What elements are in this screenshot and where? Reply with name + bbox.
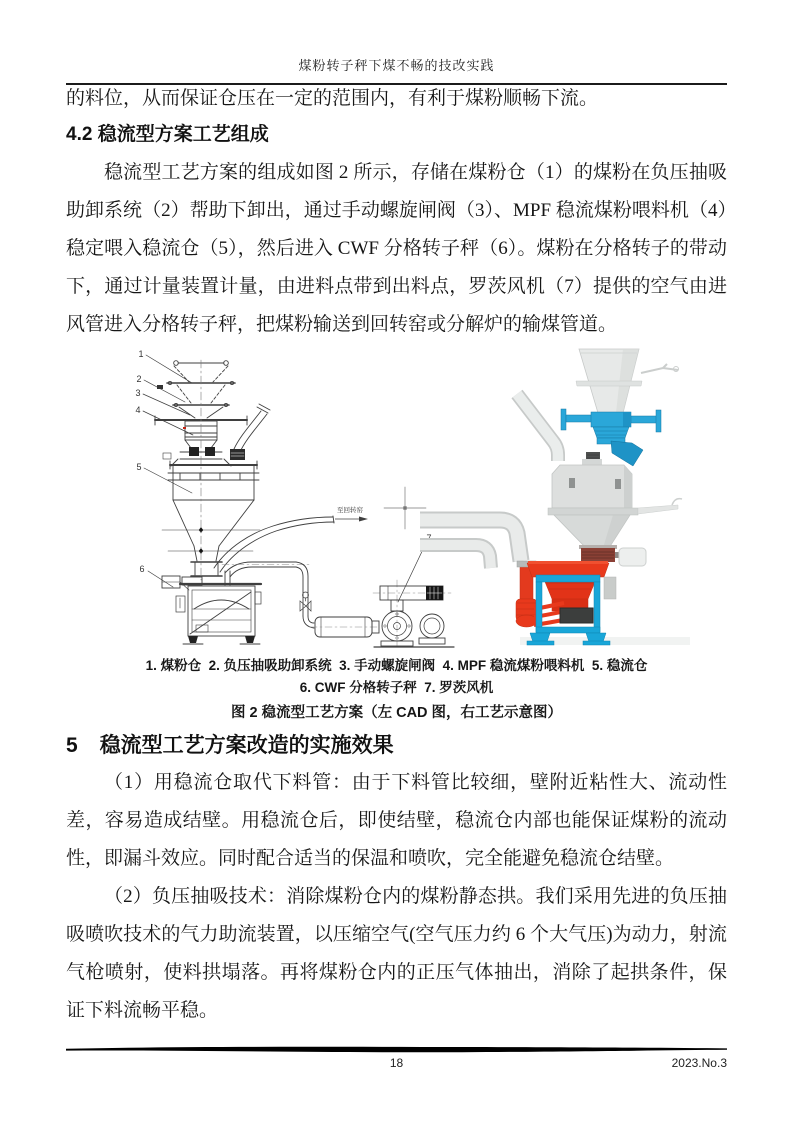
page-number: 18 xyxy=(389,1056,404,1070)
render-feeder xyxy=(561,409,661,466)
render-side-cylinder xyxy=(619,548,646,566)
cad-air-piping xyxy=(222,562,380,637)
figure-legend-line-2: 6. CWF 分格转子秤 7. 罗茨风机 xyxy=(299,680,494,695)
issue-label: 2023.No.3 xyxy=(671,1056,727,1070)
flow-arrow-icon xyxy=(335,517,368,522)
callout-1: 1 xyxy=(138,349,144,359)
render-motor-box xyxy=(560,608,593,623)
callout-4: 4 xyxy=(135,405,141,415)
cad-output-pipe xyxy=(214,516,334,572)
callout-5: 5 xyxy=(136,462,142,472)
figure-caption: 图 2 稳流型工艺方案（左 CAD 图，右工艺示意图） xyxy=(230,705,563,721)
footer-rule xyxy=(66,1044,727,1055)
render-diagonal-pipe xyxy=(517,394,558,461)
section-5-title: 稳流型工艺方案改造的实施效果 xyxy=(99,734,394,757)
callout-3: 3 xyxy=(135,388,141,398)
section-5-number: 5 xyxy=(66,734,78,757)
render-side-box xyxy=(604,577,616,599)
section-heading-5 xyxy=(66,729,727,759)
callout-2: 2 xyxy=(136,374,142,384)
callout-7: 7 xyxy=(426,533,432,543)
render-left-pipes xyxy=(420,520,521,568)
cad-rotor-scale xyxy=(162,576,261,644)
cad-red-mark xyxy=(183,427,186,429)
render-hopper xyxy=(576,349,679,419)
callout-6: 6 xyxy=(139,564,145,574)
intro-paragraph: 的料位，从而保证仓压在一定的范围内，有利于煤粉顺畅下流。 xyxy=(66,88,599,109)
section-4-2-paragraph: 稳流型工艺方案的组成如图 2 所示，存储在煤粉仓（1）的煤粉在负压抽吸助卸系统（2）帮助下卸出，通过手动螺旋闸阀（3）、MPF 稳流煤粉喂料机（4）稳定喂入稳流仓（5），然后进入 CWF 分格转子秤（6）。煤粉在分格转子的带动下，通过计量装置计量，由进料点带到出料点，罗茨风机（7）提供的空气由进风管进入分格转子秤，把煤粉输送到回转窑或分解炉的输煤管道。 xyxy=(66,162,727,335)
kiln-label: 至回转窑 xyxy=(337,507,363,514)
section-5-paragraph-1: （1）用稳流仓取代下料管：由于下料管比较细，壁附近粘性大、流动性差，容易造成结壁。用稳流仓后，即使结壁，稳流仓内部也能保证煤粉的流动性，即漏斗效应。同时配合适当的保温和喷吹，完全能避免稳流仓结壁。 xyxy=(66,772,727,869)
section-5-paragraph-2: （2）负压抽吸技术：消除煤粉仓内的煤粉静态拱。我们采用先进的负压抽吸喷吹技术的气力助流装置，以压缩空气(空气压力约 6 个大气压)为动力，射流气枪喷射，使料拱塌落。再将煤粉仓内的正压气体抽出，消除了起拱条件，保证下料流畅平稳。 xyxy=(66,886,727,1021)
section-heading-4-2: 4.2 稳流型方案工艺组成 xyxy=(66,124,269,145)
page-header-title: 煤粉转子秤下煤不畅的技改实践 xyxy=(298,58,495,73)
figure-legend-line-1: 1. 煤粉仓 2. 负压抽吸助卸系统 3. 手动螺旋闸阀 4. MPF 稳流煤粉喂料机 5. 稳流仓 xyxy=(145,658,648,673)
render-hopper-handle xyxy=(641,364,678,373)
cad-callout-leaders xyxy=(143,355,426,602)
cad-inlet-pipe xyxy=(230,404,270,460)
cad-tank xyxy=(162,360,260,580)
render-bellows-bottom xyxy=(579,545,617,562)
render-bin-bracket xyxy=(638,505,678,514)
render-diagram xyxy=(420,337,740,652)
